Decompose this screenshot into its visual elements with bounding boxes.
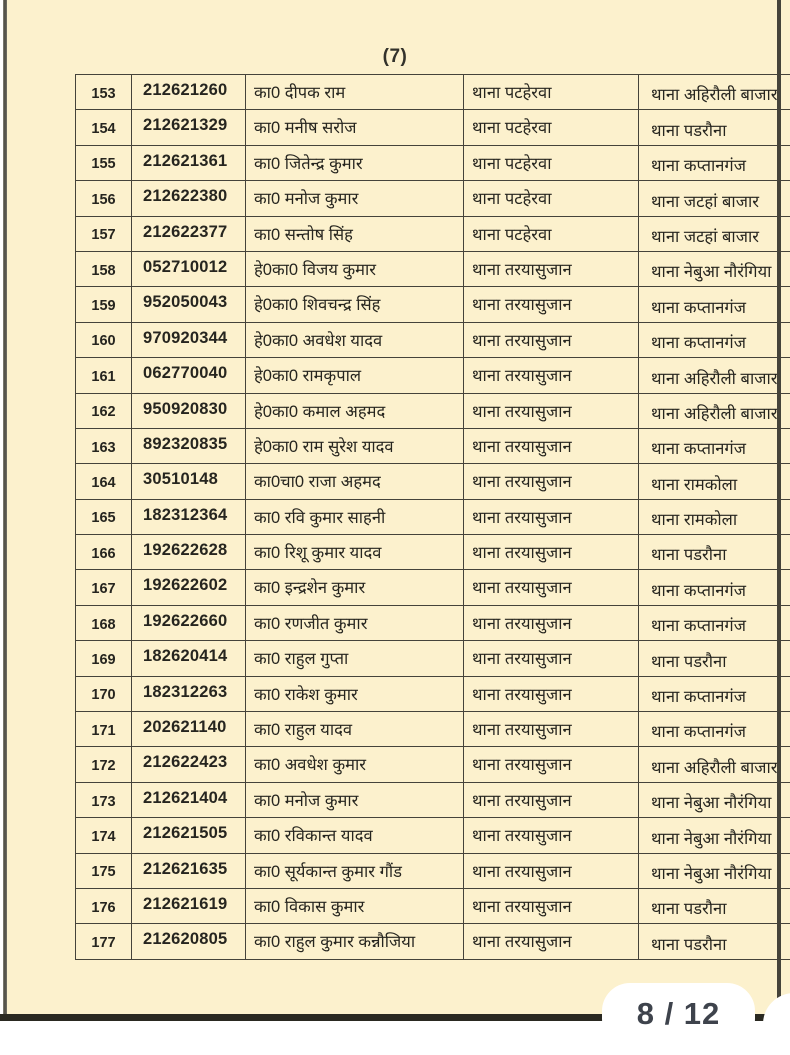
cell-id-number: 212621260 xyxy=(132,75,246,110)
cell-serial-number: 155 xyxy=(76,145,132,180)
table-row xyxy=(76,251,790,286)
cell-current-station: थाना तरयासुजान xyxy=(464,499,639,534)
table-row xyxy=(76,712,790,747)
cell-current-station: थाना तरयासुजान xyxy=(464,818,639,853)
cell-current-station: थाना तरयासुजान xyxy=(464,853,639,888)
cell-current-station: थाना तरयासुजान xyxy=(464,712,639,747)
cell-id-number: 950920830 xyxy=(132,393,246,428)
cell-current-station: थाना पटहेरवा xyxy=(464,110,639,145)
table-row xyxy=(76,75,790,110)
table-row xyxy=(76,676,790,711)
cell-current-station: थाना तरयासुजान xyxy=(464,570,639,605)
cell-name: का0 राकेश कुमार xyxy=(246,676,464,711)
cell-serial-number: 172 xyxy=(76,747,132,782)
cell-id-number: 212621505 xyxy=(132,818,246,853)
cell-id-number: 182312263 xyxy=(132,676,246,711)
cell-transfer-station: थाना कप्तानगंज xyxy=(639,145,790,180)
cell-current-station: थाना पटहेरवा xyxy=(464,75,639,110)
table-row xyxy=(76,358,790,393)
cell-transfer-station: थाना जटहां बाजार xyxy=(639,216,790,251)
table-row xyxy=(76,924,790,960)
page-number-heading: (7) xyxy=(0,46,790,68)
cell-serial-number: 171 xyxy=(76,712,132,747)
page-left-edge-line xyxy=(3,0,7,1021)
cell-transfer-station: थाना पडरौना xyxy=(639,888,790,923)
page-indicator-badge xyxy=(602,983,755,1047)
cell-id-number: 202621140 xyxy=(132,712,246,747)
cell-name: का0चा0 राजा अहमद xyxy=(246,464,464,499)
table-row xyxy=(76,287,790,322)
cell-id-number: 182312364 xyxy=(132,499,246,534)
cell-serial-number: 153 xyxy=(76,75,132,110)
cell-id-number: 212621404 xyxy=(132,782,246,817)
cell-current-station: थाना तरयासुजान xyxy=(464,322,639,357)
table-row xyxy=(76,747,790,782)
cell-name: का0 मनोज कुमार xyxy=(246,782,464,817)
table-row xyxy=(76,181,790,216)
cell-current-station: थाना पटहेरवा xyxy=(464,145,639,180)
cell-serial-number: 176 xyxy=(76,888,132,923)
table-row xyxy=(76,782,790,817)
cell-name: का0 रणजीत कुमार xyxy=(246,605,464,640)
cell-name: हे0का0 शिवचन्द्र सिंह xyxy=(246,287,464,322)
cell-transfer-station: थाना रामकोला xyxy=(639,464,790,499)
cell-serial-number: 164 xyxy=(76,464,132,499)
cell-current-station: थाना तरयासुजान xyxy=(464,251,639,286)
cell-id-number: 212622423 xyxy=(132,747,246,782)
cell-name: हे0का0 रामकृपाल xyxy=(246,358,464,393)
cell-transfer-station: थाना कप्तानगंज xyxy=(639,428,790,463)
cell-id-number: 212621329 xyxy=(132,110,246,145)
cell-id-number: 212621635 xyxy=(132,853,246,888)
cell-current-station: थाना पटहेरवा xyxy=(464,181,639,216)
cell-name: हे0का0 विजय कुमार xyxy=(246,251,464,286)
cell-name: का0 मनोज कुमार xyxy=(246,181,464,216)
cell-id-number: 952050043 xyxy=(132,287,246,322)
cell-transfer-station: थाना कप्तानगंज xyxy=(639,605,790,640)
cell-serial-number: 177 xyxy=(76,924,132,960)
cell-name: का0 राहुल कुमार कन्नौजिया xyxy=(246,924,464,960)
cell-id-number: 212621361 xyxy=(132,145,246,180)
cell-transfer-station: थाना अहिरौली बाजार xyxy=(639,747,790,782)
cell-transfer-station: थाना पडरौना xyxy=(639,110,790,145)
cell-current-station: थाना तरयासुजान xyxy=(464,641,639,676)
table-row xyxy=(76,853,790,888)
table-row xyxy=(76,428,790,463)
cell-name: हे0का0 अवधेश यादव xyxy=(246,322,464,357)
cell-serial-number: 169 xyxy=(76,641,132,676)
table-row xyxy=(76,888,790,923)
cell-serial-number: 154 xyxy=(76,110,132,145)
table-row xyxy=(76,570,790,605)
cell-id-number: 192622660 xyxy=(132,605,246,640)
cell-id-number: 182620414 xyxy=(132,641,246,676)
cell-current-station: थाना तरयासुजान xyxy=(464,605,639,640)
cell-name: का0 राहुल यादव xyxy=(246,712,464,747)
cell-serial-number: 174 xyxy=(76,818,132,853)
table-row xyxy=(76,499,790,534)
cell-id-number: 192622602 xyxy=(132,570,246,605)
cell-current-station: थाना तरयासुजान xyxy=(464,287,639,322)
cell-current-station: थाना तरयासुजान xyxy=(464,393,639,428)
table-row xyxy=(76,145,790,180)
cell-current-station: थाना तरयासुजान xyxy=(464,924,639,960)
cell-serial-number: 175 xyxy=(76,853,132,888)
page-indicator-label: 8 / 12 xyxy=(637,996,721,1032)
cell-name: का0 सूर्यकान्त कुमार गौंड xyxy=(246,853,464,888)
corner-overlay-button-partial xyxy=(763,993,790,1055)
cell-id-number: 212622380 xyxy=(132,181,246,216)
table-row xyxy=(76,216,790,251)
cell-name: का0 सन्तोष सिंह xyxy=(246,216,464,251)
cell-serial-number: 170 xyxy=(76,676,132,711)
cell-name: हे0का0 राम सुरेश यादव xyxy=(246,428,464,463)
cell-transfer-station: थाना कप्तानगंज xyxy=(639,676,790,711)
cell-current-station: थाना पटहेरवा xyxy=(464,216,639,251)
table-row xyxy=(76,393,790,428)
cell-current-station: थाना तरयासुजान xyxy=(464,888,639,923)
table-row xyxy=(76,535,790,570)
cell-name: का0 विकास कुमार xyxy=(246,888,464,923)
cell-name: का0 रवि कुमार साहनी xyxy=(246,499,464,534)
cell-serial-number: 165 xyxy=(76,499,132,534)
cell-serial-number: 160 xyxy=(76,322,132,357)
cell-serial-number: 166 xyxy=(76,535,132,570)
table-row xyxy=(76,605,790,640)
cell-serial-number: 163 xyxy=(76,428,132,463)
cell-current-station: थाना तरयासुजान xyxy=(464,535,639,570)
cell-serial-number: 156 xyxy=(76,181,132,216)
cell-transfer-station: थाना नेबुआ नौरंगिया xyxy=(639,853,790,888)
cell-transfer-station: थाना अहिरौली बाजार xyxy=(639,358,790,393)
table-row xyxy=(76,110,790,145)
cell-serial-number: 162 xyxy=(76,393,132,428)
cell-serial-number: 168 xyxy=(76,605,132,640)
cell-serial-number: 161 xyxy=(76,358,132,393)
page-right-edge-line xyxy=(777,0,781,1021)
cell-transfer-station: थाना कप्तानगंज xyxy=(639,287,790,322)
cell-serial-number: 173 xyxy=(76,782,132,817)
cell-current-station: थाना तरयासुजान xyxy=(464,358,639,393)
cell-id-number: 062770040 xyxy=(132,358,246,393)
cell-current-station: थाना तरयासुजान xyxy=(464,747,639,782)
cell-id-number: 212621619 xyxy=(132,888,246,923)
personnel-transfer-table xyxy=(75,74,790,960)
table-row xyxy=(76,641,790,676)
cell-transfer-station: थाना पडरौना xyxy=(639,535,790,570)
cell-transfer-station: थाना नेबुआ नौरंगिया xyxy=(639,818,790,853)
cell-name: का0 दीपक राम xyxy=(246,75,464,110)
cell-name: हे0का0 कमाल अहमद xyxy=(246,393,464,428)
cell-name: का0 इन्द्रशेन कुमार xyxy=(246,570,464,605)
cell-name: का0 मनीष सरोज xyxy=(246,110,464,145)
cell-serial-number: 157 xyxy=(76,216,132,251)
cell-transfer-station: थाना रामकोला xyxy=(639,499,790,534)
cell-transfer-station: थाना कप्तानगंज xyxy=(639,322,790,357)
cell-current-station: थाना तरयासुजान xyxy=(464,676,639,711)
cell-id-number: 212620805 xyxy=(132,924,246,960)
cell-id-number: 052710012 xyxy=(132,251,246,286)
cell-name: का0 राहुल गुप्ता xyxy=(246,641,464,676)
cell-transfer-station: थाना नेबुआ नौरंगिया xyxy=(639,782,790,817)
cell-name: का0 रविकान्त यादव xyxy=(246,818,464,853)
cell-serial-number: 159 xyxy=(76,287,132,322)
cell-transfer-station: थाना अहिरौली बाजार xyxy=(639,75,790,110)
cell-current-station: थाना तरयासुजान xyxy=(464,428,639,463)
cell-id-number: 892320835 xyxy=(132,428,246,463)
cell-id-number: 30510148 xyxy=(132,464,246,499)
cell-name: का0 अवधेश कुमार xyxy=(246,747,464,782)
cell-name: का0 रिशू कुमार यादव xyxy=(246,535,464,570)
cell-transfer-station: थाना अहिरौली बाजार xyxy=(639,393,790,428)
cell-name: का0 जितेन्द्र कुमार xyxy=(246,145,464,180)
cell-transfer-station: थाना जटहां बाजार xyxy=(639,181,790,216)
cell-transfer-station: थाना कप्तानगंज xyxy=(639,712,790,747)
cell-transfer-station: थाना कप्तानगंज xyxy=(639,570,790,605)
cell-current-station: थाना तरयासुजान xyxy=(464,464,639,499)
cell-serial-number: 167 xyxy=(76,570,132,605)
cell-id-number: 970920344 xyxy=(132,322,246,357)
cell-id-number: 212622377 xyxy=(132,216,246,251)
cell-serial-number: 158 xyxy=(76,251,132,286)
table-row xyxy=(76,464,790,499)
cell-id-number: 192622628 xyxy=(132,535,246,570)
cell-transfer-station: थाना पडरौना xyxy=(639,641,790,676)
cell-current-station: थाना तरयासुजान xyxy=(464,782,639,817)
table-row xyxy=(76,322,790,357)
table-row xyxy=(76,818,790,853)
cell-transfer-station: थाना नेबुआ नौरंगिया xyxy=(639,251,790,286)
cell-transfer-station: थाना पडरौना xyxy=(639,924,790,960)
